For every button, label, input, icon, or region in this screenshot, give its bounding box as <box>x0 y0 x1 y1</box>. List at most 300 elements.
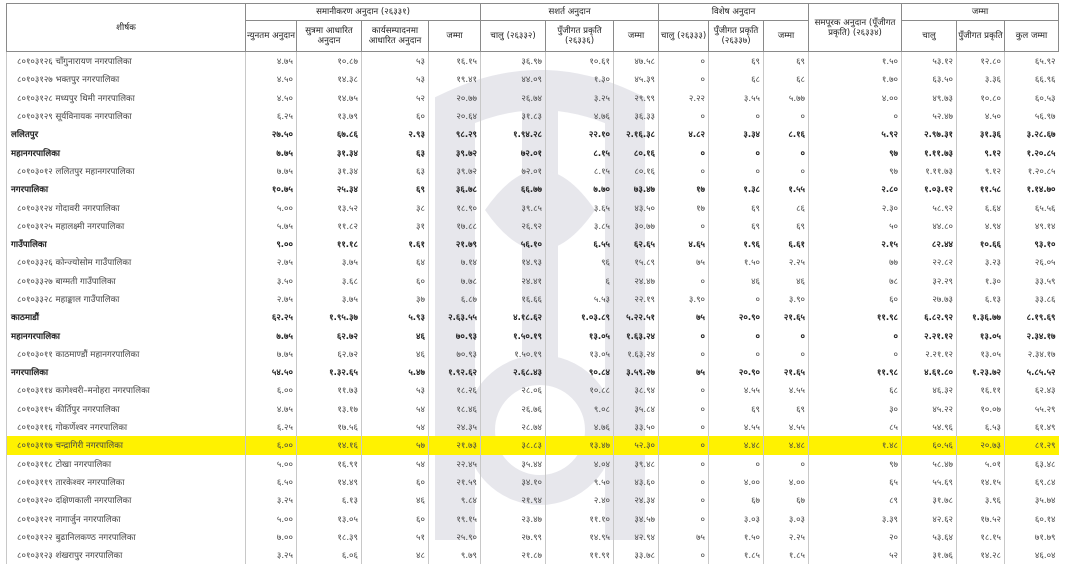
table-cell: ११.१० <box>546 509 614 527</box>
table-cell: १.३२.६५ <box>297 363 362 381</box>
table-cell: ६५.९२ <box>1005 52 1059 71</box>
table-row <box>7 509 1059 527</box>
table-cell: २.३० <box>809 198 902 216</box>
table-cell: ४.४८ <box>764 436 809 454</box>
table-cell: १४.२८ <box>957 546 1005 564</box>
table-cell: ६ <box>546 272 614 290</box>
table-cell: ० <box>659 326 709 344</box>
table-cell: ६.५५ <box>546 235 614 253</box>
table-cell: १४.३८ <box>297 70 362 88</box>
table-cell: १.९२.६२ <box>429 363 481 381</box>
col-header-special-total: जम्मा <box>764 21 809 52</box>
table-cell: ५.२२.५१ <box>614 308 659 326</box>
table-cell: ४.७५ <box>246 400 297 418</box>
table-cell: १.२०.८५ <box>1005 143 1059 161</box>
table-cell: २४.४७ <box>614 272 659 290</box>
table-cell: ४.५० <box>246 70 297 88</box>
table-cell: ४.९४ <box>957 217 1005 235</box>
table-cell: ६० <box>362 272 429 290</box>
table-cell: २८.०६ <box>481 381 546 399</box>
table-cell: ९८.२९ <box>429 125 481 143</box>
table-cell: ६२.४३ <box>1005 381 1059 399</box>
table-cell: ५३ <box>362 70 429 88</box>
table-cell: २२.१९ <box>614 290 659 308</box>
table-cell: ५८.९२ <box>902 198 957 216</box>
table-cell: ६० <box>809 290 902 308</box>
table-cell: ५२ <box>809 546 902 564</box>
table-cell: ९.५० <box>546 473 614 491</box>
table-cell: ३८.९४ <box>614 381 659 399</box>
table-cell: ४.५० <box>246 89 297 107</box>
table-cell: ४.६१.८० <box>902 363 957 381</box>
table-cell: ६८ <box>764 70 809 88</box>
table-cell: १.२०.८५ <box>1005 162 1059 180</box>
table-cell: ३.३९ <box>809 509 902 527</box>
table-cell: ० <box>764 345 809 363</box>
table-cell: ६.०६ <box>297 546 362 564</box>
table-cell: ५३ <box>362 381 429 399</box>
table-cell: ० <box>659 52 709 71</box>
table-cell: १७ <box>659 198 709 216</box>
table-cell: १०.८८ <box>546 381 614 399</box>
table-cell: ० <box>659 143 709 161</box>
table-cell: ३.२५ <box>546 89 614 107</box>
table-cell: ६३.५० <box>902 70 957 88</box>
table-cell: ७.७५ <box>246 143 297 161</box>
table-cell: ६९ <box>709 217 764 235</box>
table-cell: ३३.८६ <box>1005 290 1059 308</box>
table-cell: ३१ <box>362 217 429 235</box>
table-cell: १६.९१ <box>297 455 362 473</box>
table-cell: १६.१५ <box>429 52 481 71</box>
table-cell: ६९ <box>709 198 764 216</box>
table-cell: २७.५० <box>246 125 297 143</box>
table-cell: ७५ <box>659 528 709 546</box>
table-cell: २.२२ <box>659 89 709 107</box>
table-cell: ८०.१६ <box>614 143 659 161</box>
table-body <box>7 52 1059 565</box>
table-cell: १.३० <box>546 70 614 88</box>
row-label: ८०१०३१२० दक्षिणकाली नगरपालिका <box>7 491 246 509</box>
table-cell: ९०.८४ <box>546 363 614 381</box>
table-cell: ११.९१ <box>546 546 614 564</box>
table-cell: ० <box>659 400 709 418</box>
table-cell: १.२३.७२ <box>957 363 1005 381</box>
table-cell: २१.७९ <box>429 235 481 253</box>
table-cell: १.९४.२८ <box>481 125 546 143</box>
table-cell: ६.६४ <box>957 198 1005 216</box>
col-header-title: शीर्षक <box>7 4 246 52</box>
table-cell: ५४.९६ <box>902 418 957 436</box>
table-cell: १०.०७ <box>957 400 1005 418</box>
table-cell: १४.१६ <box>297 436 362 454</box>
table-cell: ५.०० <box>246 509 297 527</box>
table-cell: ६९ <box>362 180 429 198</box>
table-cell: १४.७५ <box>297 89 362 107</box>
table-cell: ३.७५ <box>297 253 362 271</box>
table-cell: ६० <box>362 473 429 491</box>
table-cell: ५१ <box>362 528 429 546</box>
table-cell: ० <box>659 509 709 527</box>
table-cell: ७२.०१ <box>481 143 546 161</box>
table-row <box>7 381 1059 399</box>
table-cell: ३.३४ <box>709 125 764 143</box>
table-cell: १८.९० <box>429 198 481 216</box>
table-cell: ११.९८ <box>809 363 902 381</box>
table-cell: २.३४.१७ <box>1005 345 1059 363</box>
table-cell: ३.५५ <box>709 89 764 107</box>
table-row <box>7 70 1059 88</box>
table-cell: ४.०० <box>809 89 902 107</box>
row-label: ८०१०३१२१ नागार्जुन नगरपालिका <box>7 509 246 527</box>
table-cell: ७२.०१ <box>481 162 546 180</box>
table-cell: ३३.७८ <box>614 546 659 564</box>
table-cell: ० <box>709 345 764 363</box>
table-cell: १२.८० <box>957 52 1005 71</box>
table-cell: ३.६८ <box>297 272 362 290</box>
table-cell: २.३४.१७ <box>1005 326 1059 344</box>
table-cell: ० <box>659 455 709 473</box>
row-label: ८०१०३१२६ चाँगुनारायण नगरपालिका <box>7 52 246 71</box>
table-cell: ४.५५ <box>709 381 764 399</box>
table-cell: ६९ <box>764 217 809 235</box>
table-cell: ० <box>764 455 809 473</box>
table-cell: १.१४.७० <box>1005 180 1059 198</box>
table-cell: ४.४८ <box>709 436 764 454</box>
table-cell: ५.४७ <box>362 363 429 381</box>
table-cell: ० <box>809 326 902 344</box>
table-cell: ५४ <box>362 455 429 473</box>
table-cell: ६९ <box>764 400 809 418</box>
table-cell: ५.०० <box>246 455 297 473</box>
table-cell: ३.५९.२७ <box>614 363 659 381</box>
table-cell: २६.७६ <box>481 400 546 418</box>
table-cell: ९७ <box>809 455 902 473</box>
table-cell: ४२.९४ <box>614 528 659 546</box>
row-label: ८०१०३११९ तारकेश्वर नगरपालिका <box>7 473 246 491</box>
table-cell: ० <box>764 326 809 344</box>
table-cell: ४.०४ <box>546 455 614 473</box>
table-cell: ८.१९.६९ <box>1005 308 1059 326</box>
table-cell: ३१.३६ <box>957 125 1005 143</box>
table-cell: २.८० <box>809 180 902 198</box>
table-cell: ३९.४८ <box>614 455 659 473</box>
table-cell: २७.७३ <box>902 290 957 308</box>
table-cell: २४.३५ <box>429 418 481 436</box>
table-cell: ५३.६४ <box>902 528 957 546</box>
table-cell: ६७ <box>709 491 764 509</box>
table-cell: २३.४७ <box>481 509 546 527</box>
table-cell: ३४.५७ <box>614 509 659 527</box>
table-cell: ३.०३ <box>709 509 764 527</box>
table-cell: १.११.७३ <box>902 162 957 180</box>
table-cell: ४९.७३ <box>902 89 957 107</box>
table-cell: ० <box>659 473 709 491</box>
table-cell: १.६३.२४ <box>614 345 659 363</box>
table-cell: २०.७७ <box>429 89 481 107</box>
table-cell: ८.१५ <box>546 162 614 180</box>
table-cell: ३३.५० <box>614 418 659 436</box>
table-cell: २२.४५ <box>429 455 481 473</box>
table-cell: २१.५९ <box>429 473 481 491</box>
table-cell: ४.०० <box>764 473 809 491</box>
table-cell: ५० <box>809 217 902 235</box>
table-cell: ६८ <box>709 70 764 88</box>
row-label: ८०१०३०१२ ललितपुर महानगरपालिका <box>7 162 246 180</box>
table-cell: २४.३४ <box>614 491 659 509</box>
table-cell: ६० <box>362 107 429 125</box>
table-cell: ६.८२.९२ <box>902 308 957 326</box>
table-cell: २६.०५ <box>1005 253 1059 271</box>
table-cell: ४४.०९ <box>481 70 546 88</box>
table-cell: ५५.६९ <box>902 473 957 491</box>
table-cell: १६.११ <box>957 381 1005 399</box>
table-cell: १.९५.३७ <box>297 308 362 326</box>
table-cell: ६२.६५ <box>614 235 659 253</box>
table-cell: ४५.३९ <box>614 70 659 88</box>
table-cell: २.१५ <box>809 235 902 253</box>
table-cell: ५.९२ <box>809 125 902 143</box>
table-cell: १४.१५ <box>957 473 1005 491</box>
table-cell: २.७५ <box>246 253 297 271</box>
table-cell: ६६.७७ <box>481 180 546 198</box>
table-row <box>7 455 1059 473</box>
table-cell: ४.१८.६२ <box>481 308 546 326</box>
table-cell: ५२ <box>362 89 429 107</box>
table-cell: ५.७७ <box>764 89 809 107</box>
table-cell: १९.४१ <box>429 70 481 88</box>
table-cell: ३.३६ <box>957 70 1005 88</box>
row-label: नगरपालिका <box>7 180 246 198</box>
table-cell: २.६३.५५ <box>429 308 481 326</box>
table-cell: ३१.३४ <box>297 143 362 161</box>
table-cell: ८०.१६ <box>614 162 659 180</box>
table-cell: १३.४७ <box>546 436 614 454</box>
table-cell: ८.१५ <box>546 143 614 161</box>
table-cell: ३२.२९ <box>902 272 957 290</box>
table-cell: ० <box>809 107 902 125</box>
table-cell: ४२.६२ <box>902 509 957 527</box>
table-row-highlighted <box>7 436 1059 454</box>
table-cell: ८२.४४ <box>902 235 957 253</box>
table-row-subtotal <box>7 235 1059 253</box>
table-cell: १७.५२ <box>957 509 1005 527</box>
table-cell: १३.०५ <box>546 326 614 344</box>
table-cell: ४.५५ <box>764 381 809 399</box>
table-row <box>7 217 1059 235</box>
table-cell: १.३८ <box>709 180 764 198</box>
table-cell: ४.५५ <box>764 418 809 436</box>
table-cell: ३.२५ <box>246 546 297 564</box>
table-cell: ० <box>709 143 764 161</box>
table-cell: ५७ <box>362 436 429 454</box>
table-cell: २.२५ <box>764 528 809 546</box>
table-cell: ० <box>659 345 709 363</box>
table-cell: २०.९० <box>709 308 764 326</box>
group-header-equalization: समानीकरण अनुदान (२६३३१) <box>246 4 481 21</box>
table-cell: ६९ <box>709 52 764 71</box>
row-label: ८०१०३१२३ शंखरापुर नगरपालिका <box>7 546 246 564</box>
table-cell: १.५५ <box>764 180 809 198</box>
row-label: ८०१०३१२९ सूर्यविनायक नगरपालिका <box>7 107 246 125</box>
grant-allocation-table <box>6 3 1059 564</box>
table-cell: ४.८२ <box>659 125 709 143</box>
table-cell: ५.०१ <box>957 455 1005 473</box>
table-cell: ४.६५ <box>659 235 709 253</box>
table-row <box>7 198 1059 216</box>
row-label: ललितपुर <box>7 125 246 143</box>
table-cell: १.३० <box>957 272 1005 290</box>
table-cell: ३.५० <box>246 272 297 290</box>
table-cell: १३.०५ <box>957 345 1005 363</box>
group-header-special: विशेष अनुदान <box>659 4 809 21</box>
table-cell: ६७ <box>764 491 809 509</box>
table-cell: ४६.३२ <box>902 381 957 399</box>
table-cell: ५८.४७ <box>902 455 957 473</box>
group-header-complementary: समपूरक अनुदान (पूँजीगत प्रकृति) (२६३३४) <box>809 4 902 52</box>
table-cell: ३९.८५ <box>481 198 546 216</box>
table-cell: १३.०५ <box>546 345 614 363</box>
table-cell: ४४.८० <box>902 217 957 235</box>
table-cell: २.१६.३८ <box>614 125 659 143</box>
table-cell: ६.१३ <box>957 290 1005 308</box>
table-cell: १.६३.२४ <box>614 326 659 344</box>
table-cell: ४६ <box>709 272 764 290</box>
table-cell: २१.६५ <box>764 363 809 381</box>
table-cell: १७.८८ <box>429 217 481 235</box>
table-cell: ११.८२ <box>297 217 362 235</box>
table-cell: ७.७५ <box>246 162 297 180</box>
row-label: नगरपालिका <box>7 363 246 381</box>
table-cell: ३७ <box>362 290 429 308</box>
row-label: ८०१०३१२७ भक्तपुर नगरपालिका <box>7 70 246 88</box>
table-cell: ९७ <box>809 162 902 180</box>
table-cell: २.२५ <box>764 253 809 271</box>
col-header-conditional-capital: पुँजीगत प्रकृति (२६३३६) <box>546 21 614 52</box>
table-cell: १.५०.१९ <box>481 326 546 344</box>
table-cell: २०.७३ <box>957 436 1005 454</box>
col-header-grand-total: कुल जम्मा <box>1005 21 1059 52</box>
row-label: ८०१०३११८ टोखा नगरपालिका <box>7 455 246 473</box>
table-row <box>7 528 1059 546</box>
row-label: ८०१०३१२४ गोदावरी नगरपालिका <box>7 198 246 216</box>
table-row <box>7 89 1059 107</box>
table-cell: ६८ <box>809 381 902 399</box>
row-label: ८०१०३११७ चन्द्रागिरी नगरपालिका <box>7 436 246 454</box>
table-cell: ११.१८ <box>297 235 362 253</box>
table-cell: ६२.७२ <box>297 326 362 344</box>
table-cell: १०.६१ <box>546 52 614 71</box>
table-cell: ० <box>659 217 709 235</box>
table-cell: ६९.८४ <box>1005 473 1059 491</box>
table-cell: ४७.५८ <box>614 52 659 71</box>
table-cell: १४.९३ <box>481 253 546 271</box>
table-cell: ३५.७४ <box>1005 491 1059 509</box>
table-cell: १३.१७ <box>297 400 362 418</box>
table-row <box>7 52 1059 71</box>
table-cell: १३.०५ <box>957 326 1005 344</box>
table-cell: ७०.९३ <box>429 345 481 363</box>
table-cell: ६५.५६ <box>1005 198 1059 216</box>
table-cell: ९७ <box>809 143 902 161</box>
table-cell: २.२१.१२ <box>902 326 957 344</box>
table-cell: ४३.५० <box>614 198 659 216</box>
table-cell: ३५.८४ <box>614 400 659 418</box>
table-cell: २.७५ <box>246 290 297 308</box>
table-row <box>7 272 1059 290</box>
table-cell: ५२.४७ <box>902 107 957 125</box>
table-cell: ० <box>709 326 764 344</box>
table-cell: ३०.७७ <box>614 217 659 235</box>
table-cell: ४.०० <box>709 473 764 491</box>
table-cell: ६९ <box>764 52 809 71</box>
table-cell: ९.८४ <box>429 491 481 509</box>
table-cell: १८.३९ <box>297 528 362 546</box>
table-cell: ६२.७२ <box>297 345 362 363</box>
col-header-total-current: चालु <box>902 21 957 52</box>
table-cell: ४५.२२ <box>902 400 957 418</box>
row-label: ८०१०३१२२ बुढानिलकण्ठ नगरपालिका <box>7 528 246 546</box>
table-cell: २४.४१ <box>481 272 546 290</box>
table-cell: ४६ <box>362 326 429 344</box>
table-cell: ० <box>709 455 764 473</box>
table-row <box>7 253 1059 271</box>
table-cell: ० <box>659 107 709 125</box>
table-cell: ८६ <box>764 198 809 216</box>
table-cell: ४९.१४ <box>1005 217 1059 235</box>
table-cell: ५४ <box>362 418 429 436</box>
table-cell: २२.८२ <box>902 253 957 271</box>
row-label: महानगरपालिका <box>7 326 246 344</box>
table-cell: १८.४६ <box>429 400 481 418</box>
table-cell: ० <box>809 345 902 363</box>
table-cell: २८.७४ <box>481 418 546 436</box>
table-cell: ११.७३ <box>297 381 362 399</box>
table-cell: ७.७५ <box>246 345 297 363</box>
col-header-performance-grant: कार्यसम्पादनमा आधारित अनुदान <box>362 21 429 52</box>
table-cell: ६.०० <box>246 436 297 454</box>
table-cell: १३.०५ <box>297 509 362 527</box>
table-cell: ३.६५ <box>546 198 614 216</box>
table-cell: १.५० <box>709 253 764 271</box>
table-row-subtotal <box>7 125 1059 143</box>
table-cell: २.९३ <box>362 125 429 143</box>
table-cell: ५४.५० <box>246 363 297 381</box>
table-cell: १५.८९ <box>614 253 659 271</box>
table-cell: ४.७६ <box>546 107 614 125</box>
col-header-special-capital: पुँजीगत प्रकृति (२६३३७) <box>709 21 764 52</box>
col-header-equalization-total: जम्मा <box>429 21 481 52</box>
table-cell: ० <box>659 491 709 509</box>
table-cell: २७.९९ <box>481 528 546 546</box>
table-cell: ६७.८६ <box>297 125 362 143</box>
table-cell: ५.५३ <box>546 290 614 308</box>
table-cell: ३.७५ <box>297 290 362 308</box>
table-cell: ० <box>659 436 709 454</box>
table-cell: २१.८७ <box>481 546 546 564</box>
table-cell: १.०३.८९ <box>546 308 614 326</box>
table-cell: ५.८५.५२ <box>1005 363 1059 381</box>
table-cell: ३६.३३ <box>614 107 659 125</box>
table-cell: ५.०० <box>246 198 297 216</box>
table-cell: १३.७९ <box>297 107 362 125</box>
table-cell: ९.१२ <box>957 143 1005 161</box>
table-cell: ४६ <box>362 491 429 509</box>
table-cell: ३.९० <box>659 290 709 308</box>
table-cell: ३१.७६ <box>902 546 957 564</box>
table-cell: ८१.२९ <box>1005 436 1059 454</box>
table-cell: १.११.७३ <box>902 143 957 161</box>
